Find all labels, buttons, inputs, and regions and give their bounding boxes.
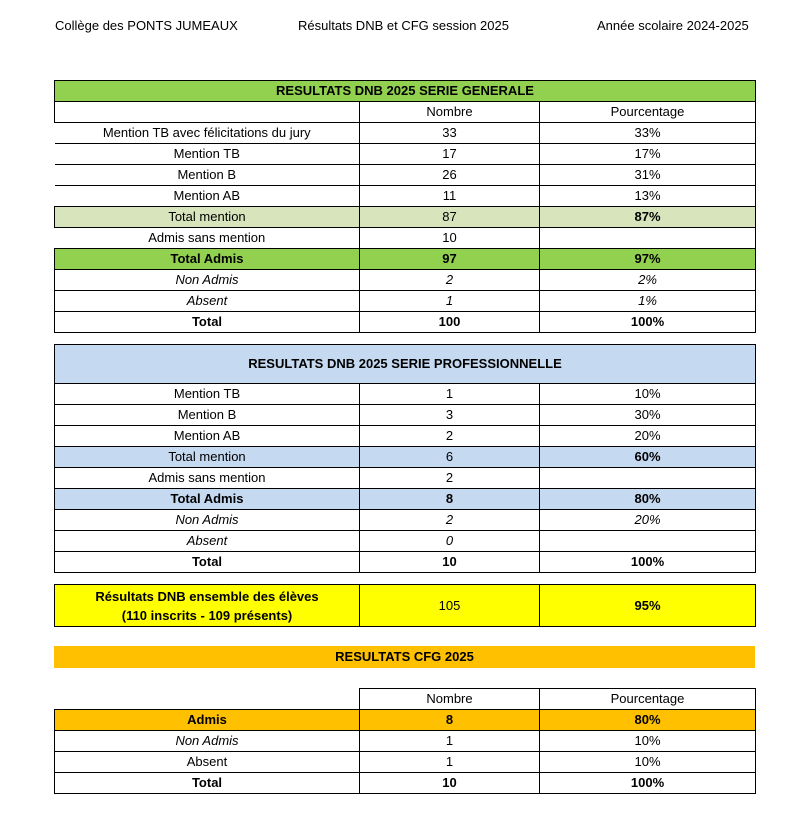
row-percent: 10% bbox=[540, 384, 756, 405]
cfg-title-table bbox=[54, 646, 755, 668]
row-percent: 100% bbox=[540, 312, 756, 333]
table-row bbox=[55, 228, 756, 249]
row-percent: 30% bbox=[540, 405, 756, 426]
row-count: 8 bbox=[360, 710, 540, 731]
overall-row bbox=[55, 585, 756, 627]
overall-label bbox=[55, 585, 360, 627]
row-count: 17 bbox=[360, 144, 540, 165]
table-row-total-admis bbox=[55, 489, 756, 510]
row-count: 2 bbox=[360, 510, 540, 531]
cfg-percent-header: Pourcentage bbox=[540, 689, 756, 710]
table-row-total bbox=[55, 552, 756, 573]
row-count: 2 bbox=[360, 426, 540, 447]
general-title: RESULTATS DNB 2025 SERIE GENERALE bbox=[55, 81, 756, 102]
row-percent: 17% bbox=[540, 144, 756, 165]
table-row bbox=[55, 384, 756, 405]
general-results-table bbox=[54, 80, 756, 333]
row-count: 3 bbox=[360, 405, 540, 426]
row-count: 2 bbox=[360, 468, 540, 489]
table-row-total-mention bbox=[55, 447, 756, 468]
table-row-total-mention bbox=[55, 207, 756, 228]
row-label: Total Admis bbox=[55, 249, 360, 270]
general-header-empty bbox=[55, 102, 360, 123]
row-percent: 80% bbox=[540, 710, 756, 731]
table-row-total bbox=[55, 312, 756, 333]
pro-title-row bbox=[55, 345, 756, 384]
row-count: 1 bbox=[360, 384, 540, 405]
row-count: 8 bbox=[360, 489, 540, 510]
row-count: 1 bbox=[360, 752, 540, 773]
overall-label-line2: (110 inscrits - 109 présents) bbox=[121, 607, 293, 623]
row-percent: 60% bbox=[540, 447, 756, 468]
row-label: Mention AB bbox=[55, 426, 360, 447]
row-label: Mention AB bbox=[55, 186, 360, 207]
row-label: Mention B bbox=[55, 165, 360, 186]
row-percent: 10% bbox=[540, 752, 756, 773]
table-row bbox=[55, 468, 756, 489]
table-row-total-admis bbox=[55, 249, 756, 270]
row-label: Total Admis bbox=[55, 489, 360, 510]
row-percent: 10% bbox=[540, 731, 756, 752]
row-label: Admis sans mention bbox=[55, 468, 360, 489]
general-percent-header: Pourcentage bbox=[540, 102, 756, 123]
cfg-results-table bbox=[54, 688, 756, 794]
table-row bbox=[55, 270, 756, 291]
row-percent: 87% bbox=[540, 207, 756, 228]
table-row bbox=[55, 144, 756, 165]
row-label: Total mention bbox=[55, 207, 360, 228]
row-label: Mention B bbox=[55, 405, 360, 426]
general-count-header: Nombre bbox=[360, 102, 540, 123]
row-percent bbox=[540, 468, 756, 489]
school-name: Collège des PONTS JUMEAUX bbox=[55, 18, 238, 33]
table-row bbox=[55, 752, 756, 773]
row-label: Total bbox=[55, 773, 360, 794]
table-row bbox=[55, 510, 756, 531]
row-count: 2 bbox=[360, 270, 540, 291]
row-percent: 13% bbox=[540, 186, 756, 207]
cfg-header-empty bbox=[55, 689, 360, 710]
table-row bbox=[55, 531, 756, 552]
overall-percent: 95% bbox=[540, 585, 756, 627]
row-label: Non Admis bbox=[55, 510, 360, 531]
pro-title: RESULTATS DNB 2025 SERIE PROFESSIONNELLE bbox=[55, 345, 756, 384]
row-label: Absent bbox=[55, 291, 360, 312]
row-label: Total bbox=[55, 312, 360, 333]
row-count: 10 bbox=[360, 228, 540, 249]
row-percent bbox=[540, 531, 756, 552]
general-title-row bbox=[55, 81, 756, 102]
row-percent: 100% bbox=[540, 552, 756, 573]
row-count: 26 bbox=[360, 165, 540, 186]
overall-count: 105 bbox=[360, 585, 540, 627]
table-row bbox=[55, 123, 756, 144]
row-label: Absent bbox=[55, 752, 360, 773]
table-row-admis bbox=[55, 710, 756, 731]
pro-results-table bbox=[54, 344, 756, 573]
cfg-title-row bbox=[54, 646, 755, 668]
row-count: 33 bbox=[360, 123, 540, 144]
row-count: 97 bbox=[360, 249, 540, 270]
row-count: 1 bbox=[360, 731, 540, 752]
table-row bbox=[55, 165, 756, 186]
row-percent: 31% bbox=[540, 165, 756, 186]
row-label: Admis bbox=[55, 710, 360, 731]
table-row bbox=[55, 405, 756, 426]
table-row bbox=[55, 291, 756, 312]
row-percent: 80% bbox=[540, 489, 756, 510]
row-percent bbox=[540, 228, 756, 249]
row-percent: 20% bbox=[540, 510, 756, 531]
row-percent: 20% bbox=[540, 426, 756, 447]
row-count: 0 bbox=[360, 531, 540, 552]
cfg-title: RESULTATS CFG 2025 bbox=[54, 646, 755, 668]
row-label: Non Admis bbox=[55, 270, 360, 291]
table-row-total bbox=[55, 773, 756, 794]
row-percent: 33% bbox=[540, 123, 756, 144]
row-label: Mention TB avec félicitations du jury bbox=[55, 123, 360, 144]
row-count: 11 bbox=[360, 186, 540, 207]
row-percent: 97% bbox=[540, 249, 756, 270]
table-row bbox=[55, 731, 756, 752]
table-row bbox=[55, 426, 756, 447]
row-label: Total bbox=[55, 552, 360, 573]
school-year: Année scolaire 2024-2025 bbox=[597, 18, 749, 33]
cfg-column-headers bbox=[55, 689, 756, 710]
row-label: Admis sans mention bbox=[55, 228, 360, 249]
row-label: Non Admis bbox=[55, 731, 360, 752]
row-label: Absent bbox=[55, 531, 360, 552]
general-column-headers bbox=[55, 102, 756, 123]
row-count: 10 bbox=[360, 552, 540, 573]
row-label: Mention TB bbox=[55, 144, 360, 165]
row-count: 100 bbox=[360, 312, 540, 333]
row-count: 10 bbox=[360, 773, 540, 794]
row-label: Mention TB bbox=[55, 384, 360, 405]
row-percent: 1% bbox=[540, 291, 756, 312]
cfg-count-header: Nombre bbox=[360, 689, 540, 710]
row-count: 87 bbox=[360, 207, 540, 228]
document-subject: Résultats DNB et CFG session 2025 bbox=[298, 18, 509, 33]
row-count: 6 bbox=[360, 447, 540, 468]
row-percent: 100% bbox=[540, 773, 756, 794]
overall-results-table bbox=[54, 584, 756, 627]
row-label: Total mention bbox=[55, 447, 360, 468]
row-count: 1 bbox=[360, 291, 540, 312]
table-row bbox=[55, 186, 756, 207]
row-percent: 2% bbox=[540, 270, 756, 291]
overall-label-line1: Résultats DNB ensemble des élèves bbox=[95, 588, 319, 604]
